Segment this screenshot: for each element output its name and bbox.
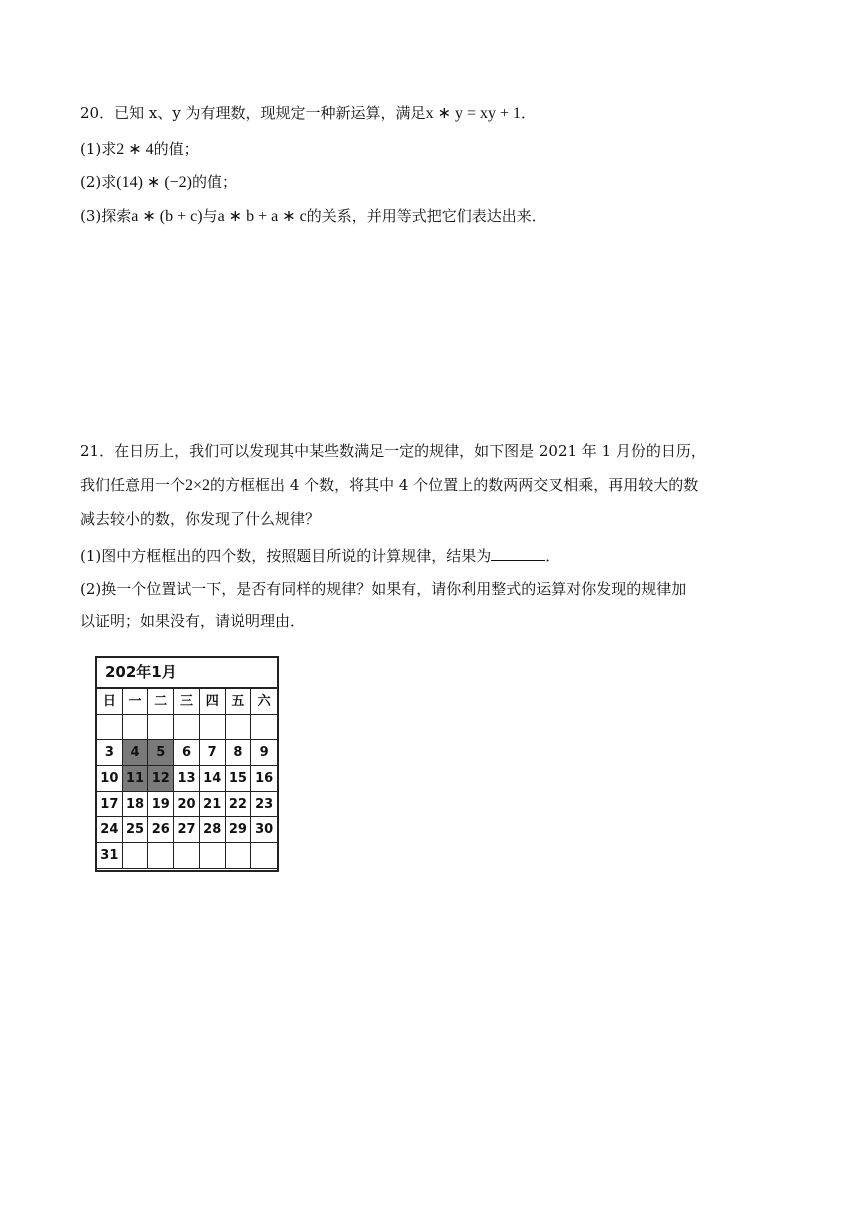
calendar-figure [95,656,279,872]
calendar-day-cell: 18 [123,792,149,818]
q20-part1-tail: 的值； [153,140,199,158]
calendar-weekday-header: 一 [123,689,149,715]
q20-part1-expr: 2 ∗ 4 [116,141,154,158]
q20-part2-tail: 的值； [192,173,238,191]
calendar-day-cell: 14 [200,766,226,792]
calendar-day-cell: 4 [123,740,149,766]
q21-part2-line1: (2)换一个位置试一下，是否有同样的规律？如果有，请你利用整式的运算对你发现的规律加 [80,580,687,598]
calendar-empty-cell [251,843,277,869]
q21-part1-end: ． [545,547,561,565]
calendar-empty-cell [200,843,226,869]
q20-definition: x ∗ y = xy + 1 [425,105,522,122]
calendar-empty-cell [123,715,149,741]
calendar-empty-cell [174,715,200,741]
calendar-day-cell: 30 [251,817,277,843]
q21-line2 [80,475,698,496]
calendar-empty-cell [148,843,174,869]
calendar-day-cell: 7 [200,740,226,766]
calendar-day-cell: 12 [148,766,174,792]
calendar-empty-cell [200,715,226,741]
calendar-empty-cell [251,715,277,741]
q20-stem [80,103,536,124]
calendar-day-cell: 8 [226,740,252,766]
calendar-empty-cell [226,843,252,869]
calendar-empty-cell [123,843,149,869]
q20-part1-label: (1)求 [80,140,117,158]
calendar-weekday-header: 五 [226,689,252,715]
calendar-day-cell: 10 [97,766,123,792]
q21-part1-text: (1)图中方框框出的四个数，按照题目所说的计算规律，结果为 [80,547,492,565]
q20-end: ． [521,104,537,122]
calendar-weekday-header: 二 [148,689,174,715]
calendar-weekday-header: 三 [174,689,200,715]
calendar-weekday-header: 日 [97,689,123,715]
q21-line2-b: 的方框框出 4 个数，将其中 4 个位置上的数两两交叉相乘，再用较大的数 [210,476,699,494]
calendar-day-cell: 29 [226,817,252,843]
calendar-day-cell: 24 [97,817,123,843]
calendar-day-cell: 16 [251,766,277,792]
q20-part2 [80,172,237,193]
calendar-day-cell: 3 [97,740,123,766]
calendar-day-cell: 11 [123,766,149,792]
calendar-weekday-header: 四 [200,689,226,715]
calendar-day-cell: 20 [174,792,200,818]
calendar-day-cell: 23 [251,792,277,818]
calendar-day-cell: 17 [97,792,123,818]
q21-part2-line2: 以证明；如果没有，请说明理由． [80,612,306,630]
calendar-day-cell: 21 [200,792,226,818]
calendar-day-cell: 27 [174,817,200,843]
q21-part1 [80,546,560,566]
calendar-day-cell: 13 [174,766,200,792]
q20-part3-tail: 的关系，并用等式把它们表达出来． [306,207,547,225]
calendar-day-cell: 15 [226,766,252,792]
q20-intro: 20．已知 x、y 为有理数，现规定一种新运算，满足 [80,104,426,122]
calendar-day-cell: 19 [148,792,174,818]
calendar-grid [97,689,277,869]
calendar-empty-cell [148,715,174,741]
q20-part3-mid: 与 [202,207,218,225]
calendar-empty-cell [174,843,200,869]
calendar-title: 202年1月 [97,658,277,689]
calendar-day-cell: 6 [174,740,200,766]
calendar-day-cell: 5 [148,740,174,766]
q21-line3: 减去较小的数，你发现了什么规律？ [80,510,321,528]
q20-part2-label: (2)求 [80,173,117,191]
q20-part3-expr2: a ∗ b + a ∗ c [217,208,307,225]
calendar-day-cell: 26 [148,817,174,843]
answer-blank[interactable] [491,546,545,561]
calendar-day-cell: 9 [251,740,277,766]
q20-part2-expr: (14) ∗ (−2) [116,174,192,191]
calendar-day-cell: 22 [226,792,252,818]
calendar-empty-cell [226,715,252,741]
calendar-day-cell: 25 [123,817,149,843]
q20-part1 [80,139,199,160]
calendar-day-cell: 31 [97,843,123,869]
calendar-weekday-header: 六 [251,689,277,715]
calendar-day-cell: 28 [200,817,226,843]
q20-part3-label: (3)探索 [80,207,132,225]
q21-line1: 21．在日历上，我们可以发现其中某些数满足一定的规律，如下图是 2021 年 1 月份的日历， [80,442,706,460]
q20-part3-expr1: a ∗ (b + c) [131,208,203,225]
calendar-empty-cell [97,715,123,741]
q21-line2-a: 我们任意用一个 [80,476,186,494]
q20-part3 [80,206,547,227]
q21-box-size: 2×2 [185,477,211,494]
